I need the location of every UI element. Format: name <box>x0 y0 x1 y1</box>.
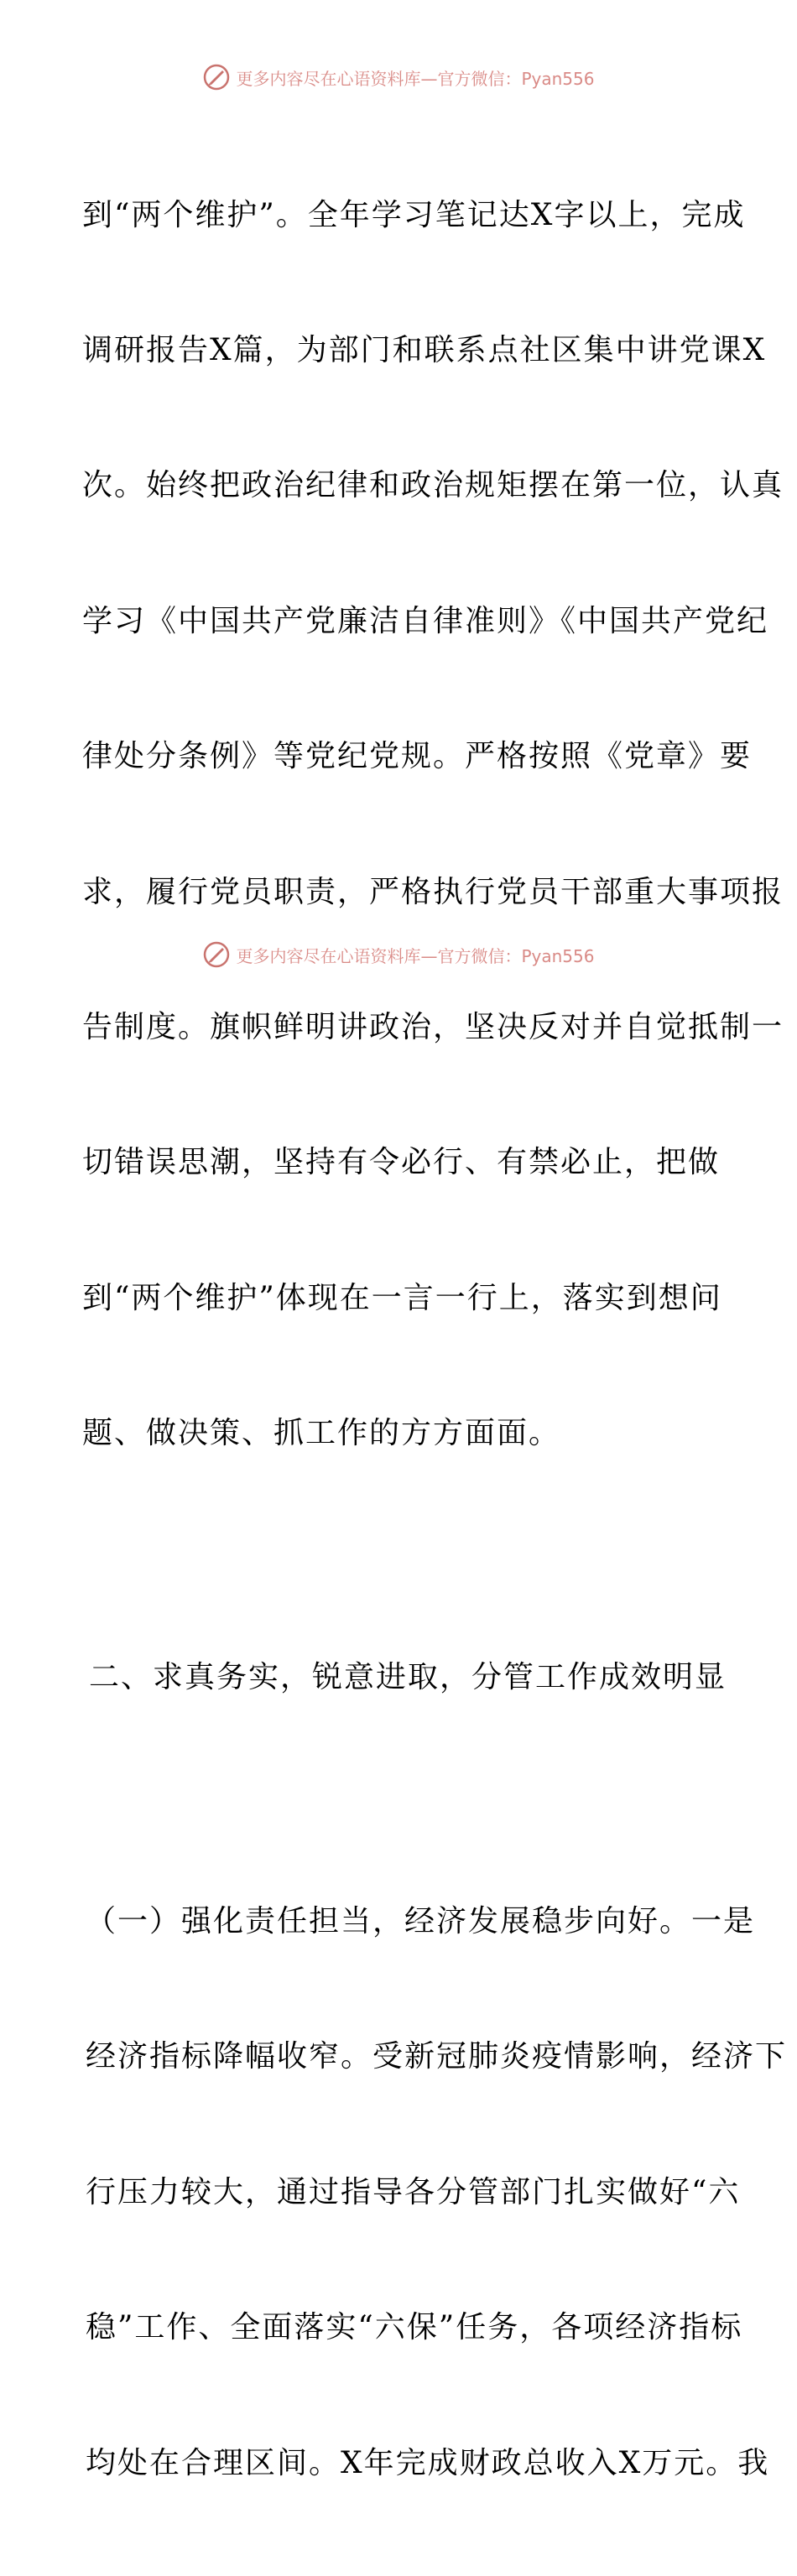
text-line: 律处分条例》等党纪党规。严格按照《党章》要 <box>82 739 753 774</box>
quill-seal-icon <box>202 63 231 91</box>
text-line: 学习《中国共产党廉洁自律准则》《中国共产党纪 <box>82 603 769 638</box>
text-line: 告制度。旗帜鲜明讲政治，坚决反对并自觉抵制一 <box>82 1009 784 1044</box>
text-line: （一）强化责任担当，经济发展稳步向好。一是 <box>86 1904 756 1939</box>
text-line: 次。始终把政治纪律和政治规矩摆在第一位，认真 <box>82 468 784 503</box>
text-line: 经济指标降幅收窄。受新冠肺炎疫情影响，经济下 <box>86 2039 788 2074</box>
text-line: 到“两个维护”体现在一言一行上，落实到想问 <box>82 1280 722 1315</box>
text-line: 到“两个维护”。全年学习笔记达X字以上，完成 <box>82 197 746 232</box>
watermark-footer <box>0 938 797 971</box>
text-line: 行压力较大，通过指导各分管部门扎实做好“六 <box>86 2174 741 2209</box>
text-line: 稳”工作、全面落实“六保”任务，各项经济指标 <box>86 2310 743 2345</box>
section-heading <box>82 1565 727 1791</box>
section-heading-text: 二、求真务实，锐意进取，分管工作成效明显 <box>89 1660 727 1695</box>
paragraph-1 <box>82 102 784 1547</box>
text-line: 求，履行党员职责，严格执行党员干部重大事项报 <box>82 874 784 909</box>
watermark-header <box>0 60 797 94</box>
quill-seal-icon <box>202 940 231 969</box>
text-line: 切错误思潮，坚持有令必行、有禁必止，把做 <box>82 1145 721 1180</box>
document-body <box>82 102 788 2576</box>
paragraph-2 <box>82 1808 788 2576</box>
watermark-text: 更多内容尽在心语资料库—官方微信：Pyan556 <box>236 68 595 89</box>
text-line: 题、做决策、抓工作的方方面面。 <box>82 1416 561 1451</box>
text-line: 均处在合理区间。X年完成财政总收入X万元。我 <box>86 2445 770 2480</box>
watermark-text: 更多内容尽在心语资料库—官方微信：Pyan556 <box>236 945 595 966</box>
text-line: 调研报告X篇，为部门和联系点社区集中讲党课X <box>82 332 767 367</box>
